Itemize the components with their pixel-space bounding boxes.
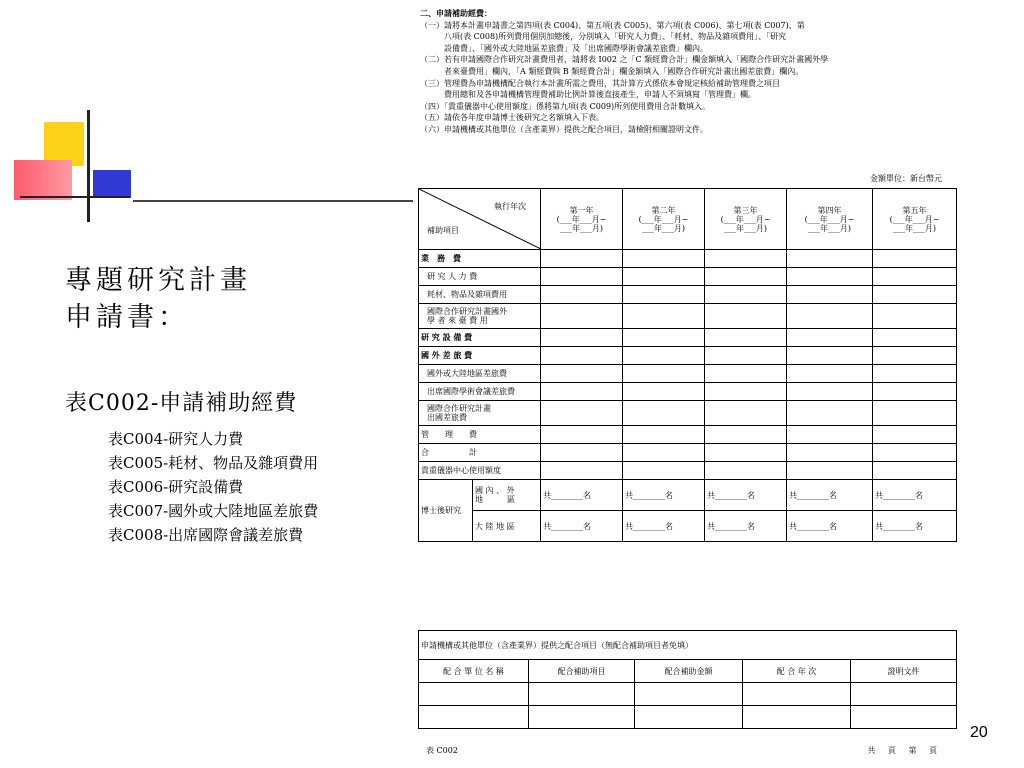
table-row — [419, 365, 957, 383]
form-document — [416, 8, 956, 766]
year-label: 第三年 — [733, 205, 758, 215]
header-year-label: 執行年次 — [494, 202, 526, 211]
year-header-cell — [787, 189, 873, 250]
amount-cell[interactable] — [623, 286, 705, 304]
instruction-line: （五）請依各年度申請博士後研究之名額填入下表。 — [420, 113, 604, 123]
amount-cell[interactable] — [873, 462, 957, 480]
amount-cell[interactable] — [623, 426, 705, 444]
amount-cell[interactable] — [705, 462, 787, 480]
amount-cell[interactable] — [623, 365, 705, 383]
table-row — [419, 480, 957, 511]
year-label: 第四年 — [817, 205, 842, 215]
table-row — [419, 631, 957, 660]
decor-title-rule — [133, 200, 413, 202]
instruction-line: 設備費」、「國外或大陸地區差旅費」及「出席國際學術會議差旅費」欄內。 — [444, 43, 708, 53]
amount-cell[interactable] — [787, 426, 873, 444]
row-label-management: 管 理 費 — [419, 426, 541, 444]
page-count: 共 頁 第 頁 — [867, 746, 942, 755]
row-label-materials: 耗材、物品及雜項費用 — [419, 286, 541, 304]
year-header-cell — [705, 189, 787, 250]
postdoc-quota-cell[interactable]: 共________名 — [873, 480, 957, 511]
year-header-cell — [623, 189, 705, 250]
form-instructions — [420, 8, 952, 136]
empty-cell[interactable] — [851, 706, 957, 729]
form-code: 表 C002 — [426, 746, 458, 755]
empty-cell[interactable] — [529, 683, 635, 706]
period-end: ___年___月) — [641, 223, 686, 233]
period-end: ___年___月) — [559, 223, 604, 233]
amount-cell[interactable] — [541, 250, 623, 268]
row-label-travel-mainland: 國外或大陸地區差旅費 — [419, 365, 541, 383]
instruction-line: 八項(表 C008)所列費用個別加總後，分別填入「研究人力費」、「耗材、物品及雜項費用」、「研究 — [444, 32, 787, 42]
instruction-line: （一）請將本計畫申請書之第四項(表 C004)、第五項(表 C005)、第六項(表 C006)、第七項(表 C007)、第 — [420, 20, 805, 30]
amount-cell[interactable] — [873, 426, 957, 444]
row-label-line: 出國差旅費 — [427, 413, 467, 422]
table-row — [419, 426, 957, 444]
amount-cell[interactable] — [873, 304, 957, 329]
empty-cell[interactable] — [635, 706, 743, 729]
table-header-row — [419, 189, 957, 250]
amount-cell[interactable] — [873, 268, 957, 286]
list-item: 表C005-耗材、物品及雜項費用 — [108, 454, 319, 472]
empty-cell[interactable] — [529, 706, 635, 729]
coop-header-cell: 配 合 年 次 — [743, 660, 851, 683]
period-start: (___年___月~ — [804, 214, 855, 224]
decor-horizontal-line — [20, 196, 130, 198]
empty-cell[interactable] — [419, 706, 529, 729]
amount-cell[interactable] — [787, 250, 873, 268]
header-item-label: 補助項目 — [427, 226, 459, 235]
amount-cell[interactable] — [873, 444, 957, 462]
postdoc-quota-cell[interactable]: 共________名 — [705, 480, 787, 511]
table-row — [419, 329, 957, 347]
amount-cell[interactable] — [873, 329, 957, 347]
amount-cell[interactable] — [541, 347, 623, 365]
period-end: ___年___月) — [892, 223, 937, 233]
slide-title-line2: 申請書： — [65, 302, 189, 333]
coop-header-cell: 配合補助項目 — [529, 660, 635, 683]
postdoc-quota-cell[interactable]: 共________名 — [705, 511, 787, 542]
decor-red-square — [14, 160, 72, 200]
amount-cell[interactable] — [787, 304, 873, 329]
row-label-travel: 國 外 差 旅 費 — [419, 347, 541, 365]
row-label-intl-visit — [419, 304, 541, 329]
table-row — [419, 383, 957, 401]
currency-unit: 金額單位：新台幣元 — [870, 174, 942, 183]
instruction-line: 者來臺費用」欄內，「A 類經費與 B 類經費合計」欄金額填入「國際合作研究計畫出國差旅費」欄內。 — [444, 66, 804, 76]
row-label-conference: 出席國際學術會議差旅費 — [419, 383, 541, 401]
amount-cell[interactable] — [787, 401, 873, 426]
amount-cell[interactable] — [787, 268, 873, 286]
period-end: ___年___月) — [807, 223, 852, 233]
amount-cell[interactable] — [873, 401, 957, 426]
amount-cell[interactable] — [541, 304, 623, 329]
amount-cell[interactable] — [705, 286, 787, 304]
amount-cell[interactable] — [787, 329, 873, 347]
slide-title-line1: 專題研究計畫 — [65, 265, 251, 296]
row-label-line: 國 內 、 外 — [475, 486, 515, 495]
year-label: 第二年 — [651, 205, 676, 215]
amount-cell[interactable] — [787, 462, 873, 480]
amount-cell[interactable] — [541, 462, 623, 480]
table-row — [419, 268, 957, 286]
period-start: (___年___月~ — [638, 214, 689, 224]
diagonal-line — [419, 189, 541, 249]
amount-cell[interactable] — [623, 462, 705, 480]
amount-cell[interactable] — [705, 304, 787, 329]
empty-cell[interactable] — [851, 683, 957, 706]
amount-cell[interactable] — [623, 383, 705, 401]
table-row — [419, 706, 957, 729]
table-row — [419, 683, 957, 706]
instruction-line: （四）「貴重儀器中心使用額度」係將第九項(表 C009)所列使用費用合計數填入。 — [420, 101, 711, 111]
instruction-line: 費用總和及各申請機構管理費補助比例計算後直接產生，申請人不須填寫「管理費」欄。 — [444, 90, 756, 100]
year-label: 第一年 — [569, 205, 594, 215]
row-label-instrument: 貴重儀器中心使用額度 — [419, 462, 541, 480]
amount-cell[interactable] — [623, 250, 705, 268]
row-label-personnel: 研 究 人 力 費 — [419, 268, 541, 286]
amount-cell[interactable] — [623, 329, 705, 347]
amount-cell[interactable] — [873, 347, 957, 365]
amount-cell[interactable] — [705, 401, 787, 426]
amount-cell[interactable] — [541, 329, 623, 347]
amount-cell[interactable] — [705, 329, 787, 347]
amount-cell[interactable] — [541, 401, 623, 426]
header-diagonal-cell — [419, 189, 541, 250]
amount-cell[interactable] — [787, 444, 873, 462]
slide-title — [65, 262, 251, 336]
coop-header-cell: 配合補助金額 — [635, 660, 743, 683]
cooperation-table — [418, 630, 957, 729]
period-start: (___年___月~ — [720, 214, 771, 224]
amount-cell[interactable] — [705, 250, 787, 268]
amount-cell[interactable] — [541, 365, 623, 383]
instruction-line: （六）申請機構或其他單位（含產業界）提供之配合項目，請檢附相關證明文件。 — [420, 124, 708, 134]
amount-cell[interactable] — [705, 444, 787, 462]
list-item: 表C006-研究設備費 — [108, 478, 244, 496]
postdoc-domestic-label — [473, 480, 541, 511]
postdoc-quota-cell[interactable]: 共________名 — [787, 480, 873, 511]
table-header-row — [419, 660, 957, 683]
amount-cell[interactable] — [541, 426, 623, 444]
instruction-line: （三）管理費為申請機構配合執行本計畫所需之費用，其計算方式係依本會規定核給補助管理費之項目 — [420, 78, 780, 88]
amount-cell[interactable] — [705, 365, 787, 383]
row-label-total: 合 計 — [419, 444, 541, 462]
empty-cell[interactable] — [419, 683, 529, 706]
row-label-line: 國際合作研究計畫國外 — [427, 307, 507, 316]
list-item: 表C004-研究人力費 — [108, 430, 244, 448]
amount-cell[interactable] — [787, 365, 873, 383]
row-label-line: 學 者 來 臺 費 用 — [427, 316, 488, 325]
row-label-equipment: 研 究 設 備 費 — [419, 329, 541, 347]
year-header-cell — [541, 189, 623, 250]
amount-cell[interactable] — [623, 401, 705, 426]
row-label-business: 業 務 費 — [419, 250, 541, 268]
form-item-list — [108, 427, 318, 547]
coop-header-cell: 證明文件 — [851, 660, 957, 683]
row-label-intl-travel — [419, 401, 541, 426]
table-row — [419, 511, 957, 542]
empty-cell[interactable] — [743, 683, 851, 706]
budget-table — [418, 188, 957, 542]
page-number: 20 — [970, 724, 988, 741]
amount-cell[interactable] — [623, 347, 705, 365]
table-row — [419, 286, 957, 304]
table-row — [419, 304, 957, 329]
amount-cell[interactable] — [705, 383, 787, 401]
slide-subtitle: 表C002-申請補助經費 — [65, 391, 298, 416]
instruction-line: （二）若有申請國際合作研究計畫費用者，請將表 I002 之「C 類經費合計」欄金額填入「國際合作研究計畫國外學 — [420, 55, 829, 65]
amount-cell[interactable] — [873, 383, 957, 401]
postdoc-quota-cell[interactable]: 共________名 — [541, 511, 623, 542]
amount-cell[interactable] — [623, 268, 705, 286]
table-row — [419, 347, 957, 365]
row-label-postdoc: 博士後研究 — [419, 480, 473, 542]
list-item: 表C007-國外或大陸地區差旅費 — [108, 502, 319, 520]
coop-header-cell: 配 合 單 位 名 稱 — [419, 660, 529, 683]
amount-cell[interactable] — [541, 444, 623, 462]
postdoc-quota-cell[interactable]: 共________名 — [623, 480, 705, 511]
period-end: ___年___月) — [723, 223, 768, 233]
postdoc-quota-cell[interactable]: 共________名 — [623, 511, 705, 542]
amount-cell[interactable] — [873, 286, 957, 304]
decor-vertical-line — [87, 110, 90, 222]
amount-cell[interactable] — [873, 365, 957, 383]
empty-cell[interactable] — [743, 706, 851, 729]
table-row — [419, 444, 957, 462]
table-row — [419, 401, 957, 426]
postdoc-mainland-label: 大 陸 地 區 — [473, 511, 541, 542]
period-start: (___年___月~ — [556, 214, 607, 224]
amount-cell[interactable] — [787, 286, 873, 304]
year-label: 第五年 — [902, 205, 927, 215]
amount-cell[interactable] — [705, 426, 787, 444]
decor-blue-square — [93, 170, 131, 198]
postdoc-quota-cell[interactable]: 共________名 — [873, 511, 957, 542]
row-label-line: 地 區 — [475, 495, 515, 504]
postdoc-quota-cell[interactable]: 共________名 — [787, 511, 873, 542]
period-start: (___年___月~ — [889, 214, 940, 224]
amount-cell[interactable] — [873, 250, 957, 268]
amount-cell[interactable] — [787, 383, 873, 401]
amount-cell[interactable] — [705, 268, 787, 286]
amount-cell[interactable] — [541, 286, 623, 304]
amount-cell[interactable] — [705, 347, 787, 365]
table-row — [419, 250, 957, 268]
table-row — [419, 462, 957, 480]
amount-cell[interactable] — [541, 268, 623, 286]
coop-title: 申請機構或其他單位（含產業界）提供之配合項目（無配合補助項目者免填） — [419, 631, 957, 660]
amount-cell[interactable] — [787, 347, 873, 365]
amount-cell[interactable] — [623, 304, 705, 329]
list-item: 表C008-出席國際會議差旅費 — [108, 526, 304, 544]
row-label-line: 國際合作研究計畫 — [427, 404, 491, 413]
amount-cell[interactable] — [623, 444, 705, 462]
postdoc-quota-cell[interactable]: 共________名 — [541, 480, 623, 511]
form-heading: 二、申請補助經費： — [420, 8, 492, 18]
year-header-cell — [873, 189, 957, 250]
amount-cell[interactable] — [541, 383, 623, 401]
empty-cell[interactable] — [635, 683, 743, 706]
